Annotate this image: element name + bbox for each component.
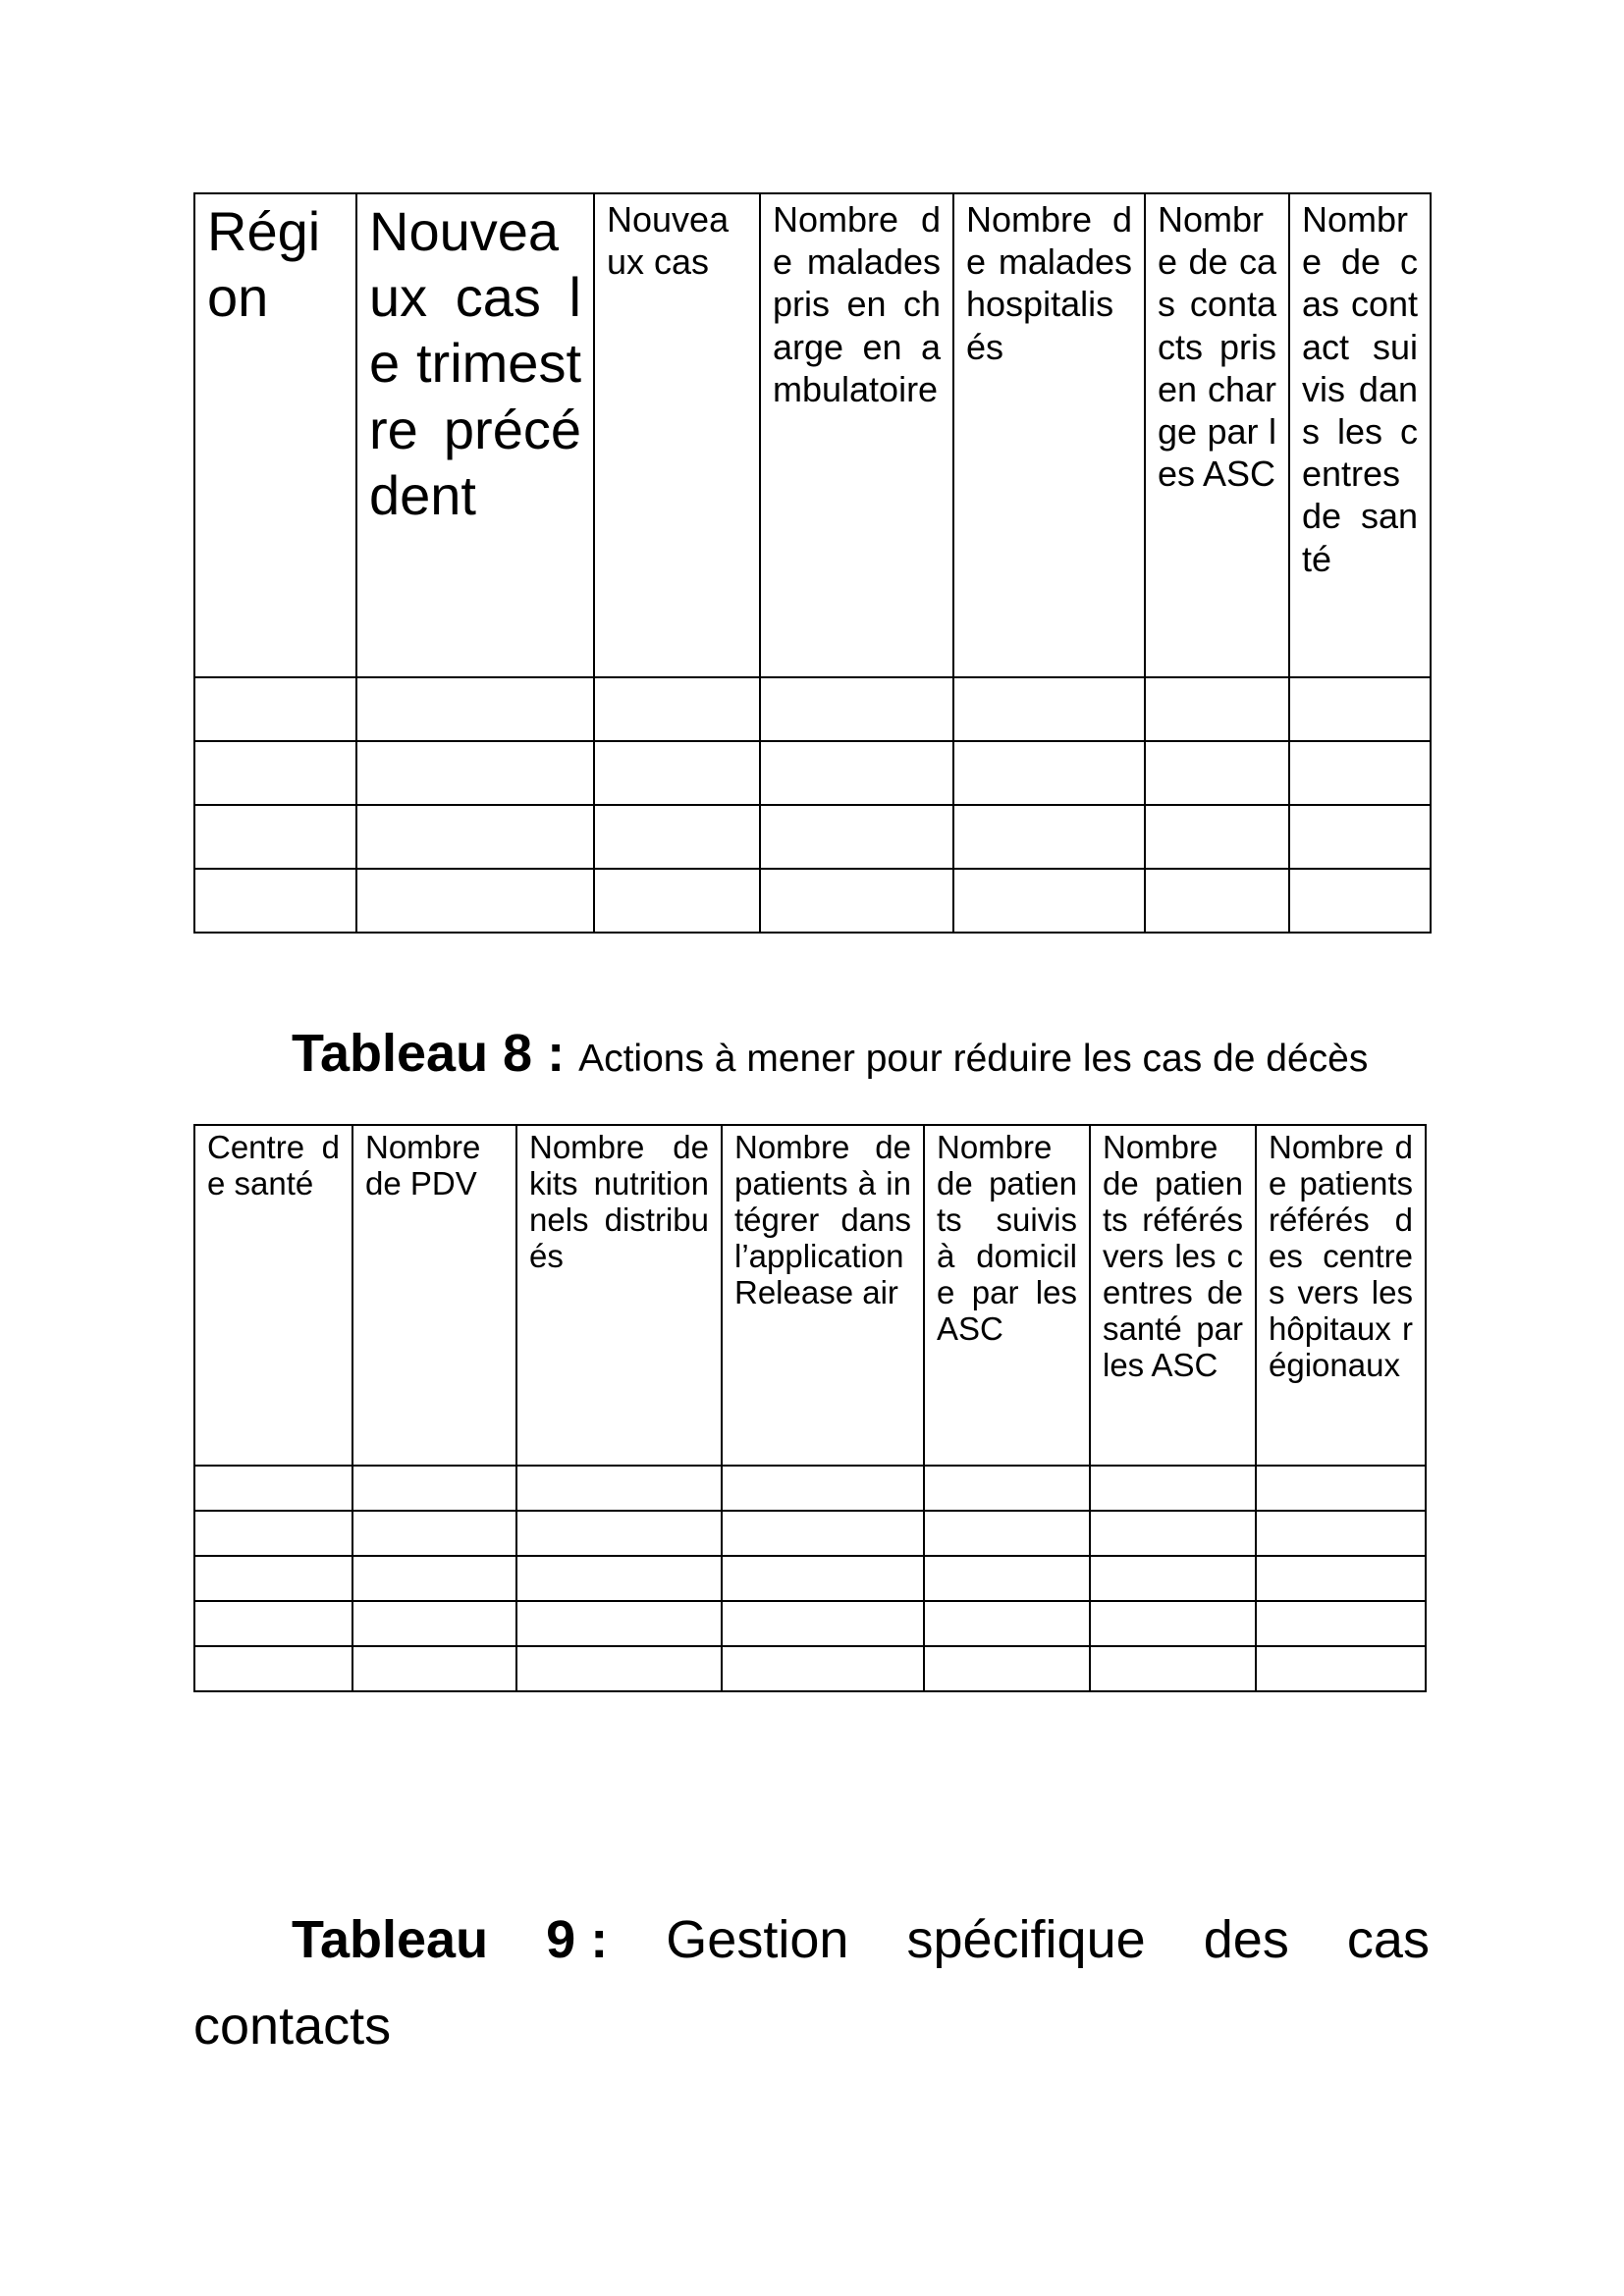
header-patients-application-release-air: Nombre de patients à intégrer dans l’application Release air [722, 1125, 924, 1466]
empty-cell [953, 805, 1145, 869]
empty-cell [1090, 1601, 1256, 1646]
empty-cell [194, 869, 356, 933]
empty-cell [722, 1601, 924, 1646]
empty-cell [1289, 805, 1431, 869]
empty-cell [760, 677, 953, 741]
empty-cell [722, 1556, 924, 1601]
empty-cell [924, 1556, 1090, 1601]
table-row [194, 677, 1431, 741]
header-malades-ambulatoire: Nombre de malades pris en charge en ambulatoire [760, 193, 953, 677]
empty-cell [594, 869, 760, 933]
caption-tableau-9-word: spécifique [906, 1910, 1146, 1969]
empty-cell [1256, 1466, 1426, 1511]
empty-cell [1145, 869, 1289, 933]
empty-cell [722, 1466, 924, 1511]
header-nouveaux-cas-trimestre-precedent: Nouveaux cas le trimestre précédent [356, 193, 594, 677]
table-row [194, 1466, 1426, 1511]
empty-cell [953, 741, 1145, 805]
table-row [194, 1511, 1426, 1556]
empty-cell [516, 1466, 722, 1511]
header-region: Région [194, 193, 356, 677]
table-actions [193, 1124, 1427, 1692]
empty-cell [516, 1601, 722, 1646]
caption-tableau-9 [193, 1909, 1430, 2056]
header-malades-hospitalises: Nombre de malades hospitalisés [953, 193, 1145, 677]
table-row [194, 1601, 1426, 1646]
table-epidemiologie [193, 192, 1432, 934]
empty-cell [1145, 741, 1289, 805]
empty-cell [516, 1646, 722, 1691]
caption-tableau-8 [193, 1023, 1528, 1084]
empty-cell [953, 869, 1145, 933]
empty-cell [194, 1556, 352, 1601]
empty-cell [194, 1466, 352, 1511]
caption-tableau-9-word: des [1203, 1910, 1289, 1969]
empty-cell [760, 869, 953, 933]
empty-cell [1256, 1646, 1426, 1691]
table-row [194, 1646, 1426, 1691]
empty-cell [924, 1646, 1090, 1691]
empty-cell [722, 1511, 924, 1556]
empty-cell [924, 1601, 1090, 1646]
empty-cell [594, 677, 760, 741]
empty-cell [356, 869, 594, 933]
empty-cell [760, 741, 953, 805]
table-row [194, 805, 1431, 869]
header-cas-contact-centres-sante: Nombre de cas contact suivis dans les centres de santé [1289, 193, 1431, 677]
empty-cell [760, 805, 953, 869]
empty-cell [194, 805, 356, 869]
empty-cell [1090, 1466, 1256, 1511]
empty-cell [1256, 1511, 1426, 1556]
empty-cell [194, 1511, 352, 1556]
caption-tableau-9-label-word: Tableau [292, 1910, 489, 1969]
empty-cell [356, 677, 594, 741]
empty-cell [1145, 677, 1289, 741]
empty-cell [352, 1646, 516, 1691]
empty-cell [1090, 1556, 1256, 1601]
header-patients-referes-hopitaux-regionaux: Nombre de patients référés des centres vers les hôpitaux régionaux [1256, 1125, 1426, 1466]
empty-cell [1256, 1556, 1426, 1601]
empty-cell [194, 677, 356, 741]
empty-cell [924, 1466, 1090, 1511]
caption-tableau-9-word: Gestion [666, 1910, 849, 1969]
header-nombre-pdv: Nombre de PDV [352, 1125, 516, 1466]
empty-cell [352, 1601, 516, 1646]
empty-cell [1090, 1646, 1256, 1691]
header-cas-contacts-asc: Nombre de cas contacts pris en charge par les ASC [1145, 193, 1289, 677]
empty-cell [516, 1556, 722, 1601]
header-centre-de-sante: Centre de santé [194, 1125, 352, 1466]
header-nouveaux-cas: Nouveaux cas [594, 193, 760, 677]
table-actions-header-row [194, 1125, 1426, 1466]
empty-cell [352, 1556, 516, 1601]
empty-cell [1256, 1601, 1426, 1646]
caption-tableau-9-label-number: 9 : [546, 1910, 609, 1969]
empty-cell [953, 677, 1145, 741]
empty-cell [594, 805, 760, 869]
empty-cell [1289, 869, 1431, 933]
empty-cell [194, 741, 356, 805]
header-kits-nutritionnels: Nombre de kits nutritionnels distribués [516, 1125, 722, 1466]
empty-cell [924, 1511, 1090, 1556]
empty-cell [1145, 805, 1289, 869]
caption-tableau-8-label: Tableau 8 : [292, 1024, 566, 1083]
table-epidemiologie-header-row [194, 193, 1431, 677]
empty-cell [1090, 1511, 1256, 1556]
empty-cell [194, 1646, 352, 1691]
empty-cell [356, 741, 594, 805]
empty-cell [516, 1511, 722, 1556]
header-patients-suivis-domicile-asc: Nombre de patients suivis à domicile par les ASC [924, 1125, 1090, 1466]
caption-tableau-9-line2: contacts [193, 1997, 392, 2056]
empty-cell [1289, 741, 1431, 805]
header-patients-referes-centres-sante: Nombre de patients référés vers les centres de santé par les ASC [1090, 1125, 1256, 1466]
empty-cell [352, 1511, 516, 1556]
empty-cell [1289, 677, 1431, 741]
empty-cell [194, 1601, 352, 1646]
table-row [194, 1556, 1426, 1601]
empty-cell [352, 1466, 516, 1511]
table-row [194, 869, 1431, 933]
empty-cell [722, 1646, 924, 1691]
caption-tableau-8-title: Actions à mener pour réduire les cas de décès [578, 1038, 1369, 1080]
caption-tableau-9-word: cas [1346, 1910, 1430, 1969]
table-row [194, 741, 1431, 805]
empty-cell [356, 805, 594, 869]
empty-cell [594, 741, 760, 805]
caption-tableau-9-line1 [193, 1909, 1430, 1970]
